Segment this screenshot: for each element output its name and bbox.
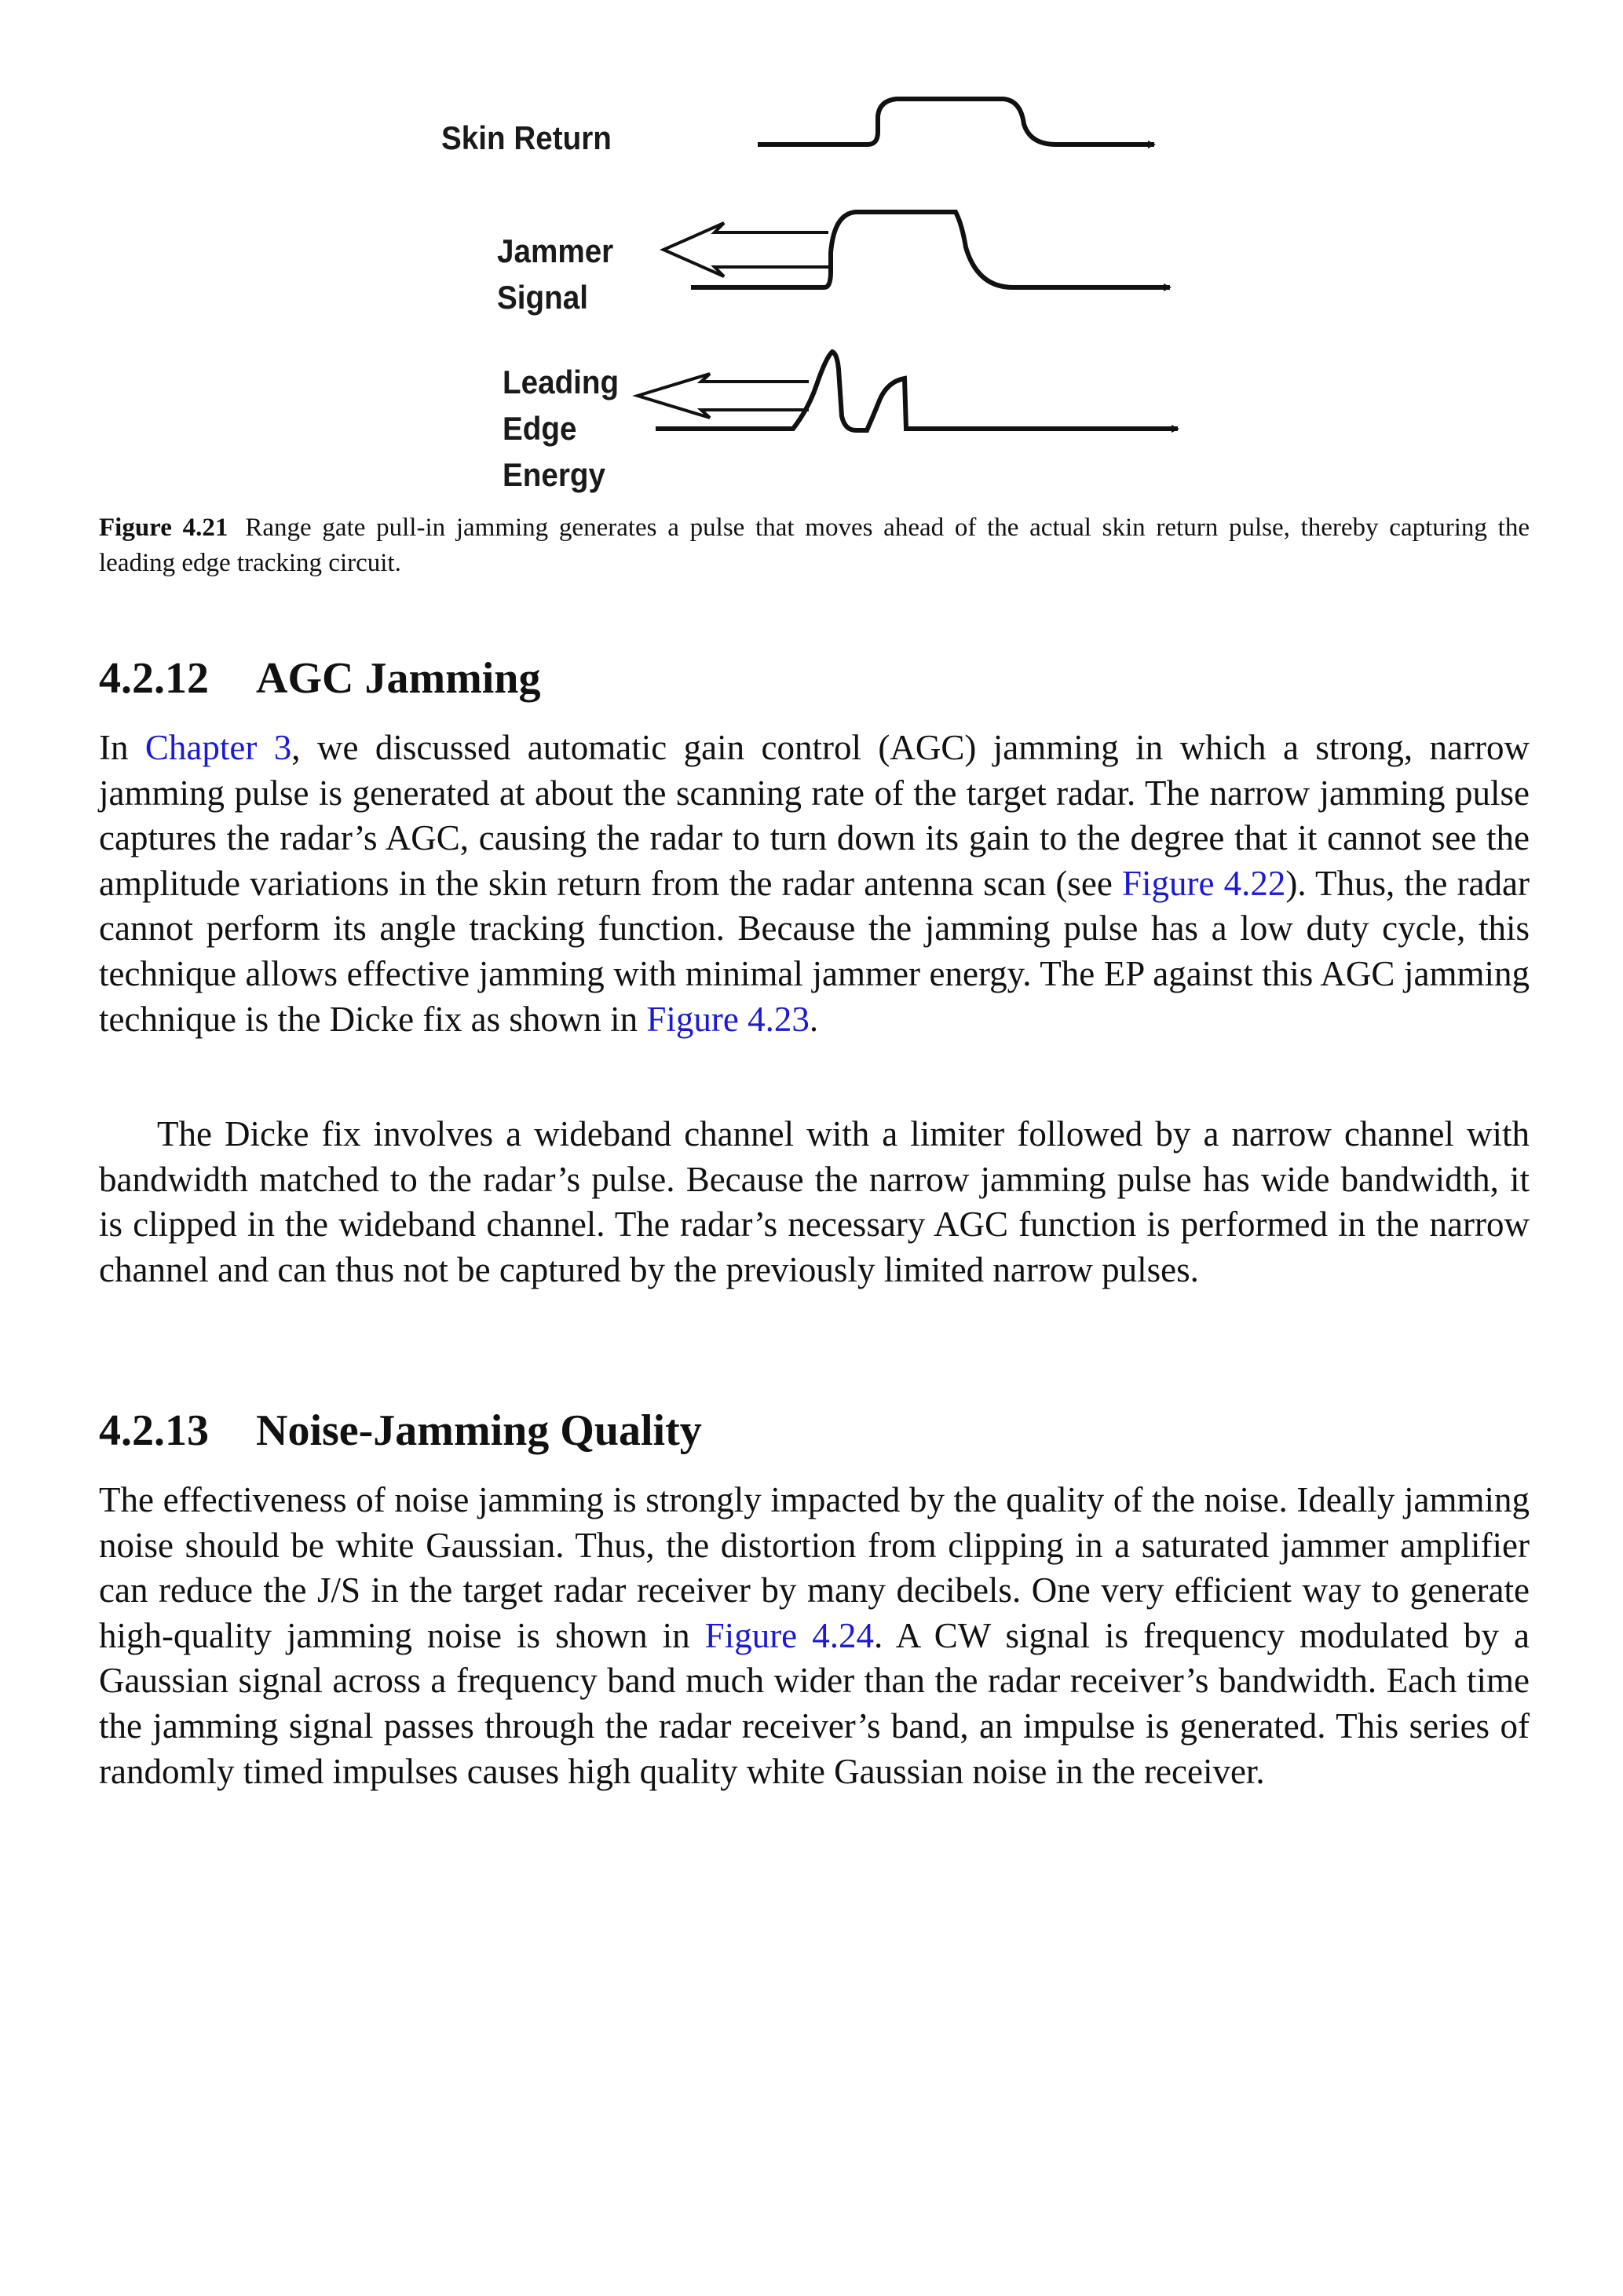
figure-4-21 xyxy=(0,0,1623,510)
skin-return-label: Skin Return xyxy=(441,119,612,156)
section-heading-agc-jamming xyxy=(99,653,540,704)
figure-4-24-link[interactable]: Figure 4.24 xyxy=(704,1615,874,1655)
leading-label-line1: Leading xyxy=(503,364,620,400)
leading-edge-energy-waveform xyxy=(656,352,1178,430)
section-title: AGC Jamming xyxy=(256,654,541,703)
skin-return-waveform xyxy=(758,99,1154,144)
text-run: In xyxy=(99,728,145,767)
figure-4-23-link[interactable]: Figure 4.23 xyxy=(646,999,810,1039)
text-run: . A CW signal is frequency modulated by a Gaussian signal across a frequency band much wider than the radar receiver’s bandwidth. Each time the jamming signal passes through the radar receiver’s band, an impulse is generated. This series of randomly timed impulses causes high quality white Gaussian noise in the receiver. xyxy=(99,1615,1530,1791)
text-run: . xyxy=(809,999,819,1039)
section-title: Noise-Jamming Quality xyxy=(256,1406,702,1455)
caption-text: Range gate pull-in jamming generates a pulse that moves ahead of the actual skin return pulse, thereby capturing the leading edge tracking circuit. xyxy=(99,514,1530,577)
leading-label-line2: Edge xyxy=(503,410,577,447)
caption-label: Figure 4.21 xyxy=(99,514,228,542)
leading-edge-shift-arrow-icon xyxy=(638,374,809,418)
jammer-shift-arrow-icon xyxy=(663,223,828,276)
paragraph-noise-1 xyxy=(99,1478,1530,1794)
section-heading-noise-jamming-quality xyxy=(99,1406,702,1456)
figure-caption xyxy=(99,510,1530,581)
text-run: , we discussed automatic gain control (AGC) jamming in which a strong, narrow jamming pulse is generated at about the scanning rate of the target radar. The narrow jamming pulse captures the radar’s AGC, causing the radar to turn down its gain to the degree that it cannot see the amplitude variations in the skin return from the radar antenna scan (see xyxy=(99,728,1530,903)
jammer-signal-waveform xyxy=(691,212,1170,287)
range-gate-diagram xyxy=(0,0,1623,510)
section-number: 4.2.12 xyxy=(99,654,209,703)
text-run: The effectiveness of noise jamming is strongly impacted by the quality of the noise. Ideally jamming noise should be white Gaussian. Thus, the distortion from clipping in a saturated jammer amplifier can reduce the J/S in the target radar receiver by many decibels. One very efficient way to generate high-quality jamming noise is shown in xyxy=(99,1480,1530,1655)
paragraph-agc-1 xyxy=(99,726,1530,1042)
figure-4-22-link[interactable]: Figure 4.22 xyxy=(1122,863,1286,903)
paragraph-agc-2: The Dicke fix involves a wideband channel with a limiter followed by a narrow channel with bandwidth matched to the radar’s pulse. Because the narrow jamming pulse has wide bandwidth, it is clipped in the wideband channel. The radar’s necessary AGC function is performed in the narrow channel and can thus not be captured by the previously limited narrow pulses. xyxy=(99,1114,1530,1289)
chapter-3-link[interactable]: Chapter 3 xyxy=(144,728,292,767)
text-run: ). Thus, the radar cannot perform its angle tracking function. Because the jamming pulse has a low duty cycle, this technique allows effective jamming with minimal jammer energy. The EP against this AGC jamming technique is the Dicke fix as shown in xyxy=(99,863,1530,1039)
jammer-label-line1: Jammer xyxy=(497,232,614,269)
section-number: 4.2.13 xyxy=(99,1406,209,1455)
leading-label-line3: Energy xyxy=(503,456,605,493)
jammer-label-line2: Signal xyxy=(497,279,588,316)
